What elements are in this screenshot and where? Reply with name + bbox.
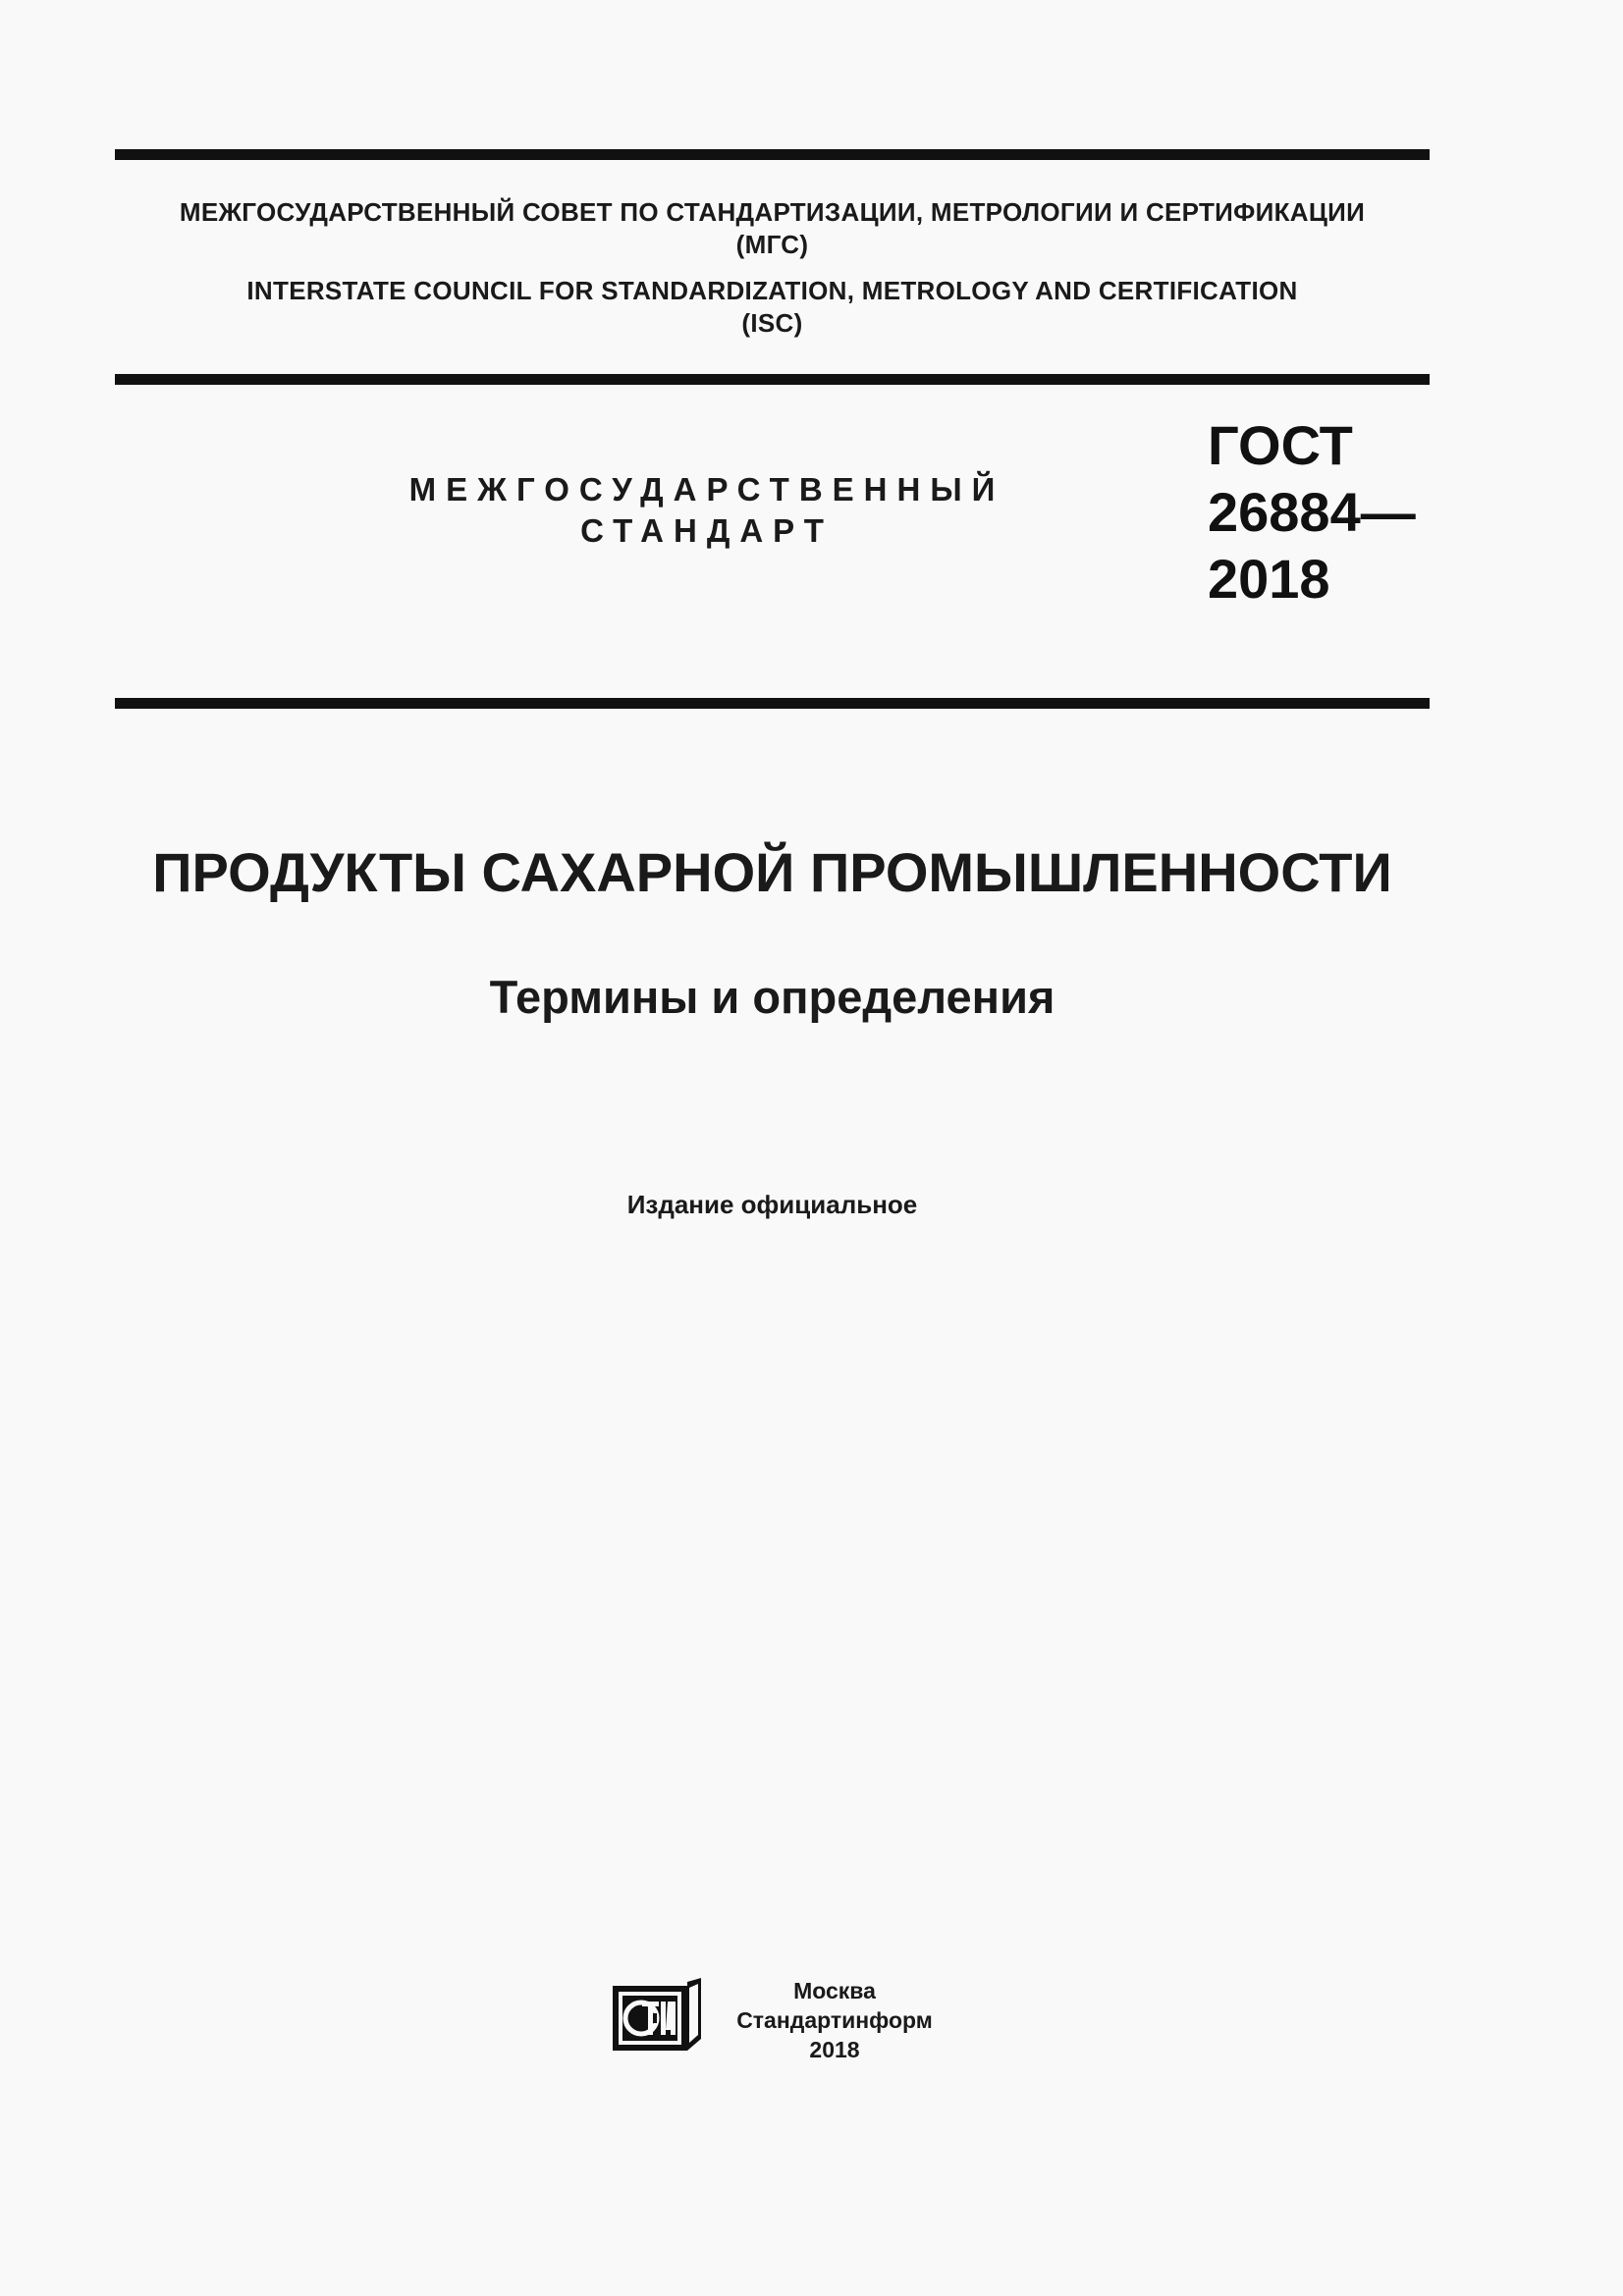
standard-type <box>334 469 1080 552</box>
publisher-city: Москва <box>793 1978 876 2003</box>
council-bottom-rule <box>115 374 1430 385</box>
document-subtitle: Термины и определения <box>489 971 1055 1023</box>
gost-designation <box>1208 412 1416 613</box>
council-block <box>115 196 1430 340</box>
designation-bottom-rule <box>115 698 1430 709</box>
top-rule <box>115 149 1430 160</box>
council-name-en: INTERSTATE COUNCIL FOR STANDARDIZATION, METROLOGY AND CERTIFICATION <box>246 276 1298 305</box>
gost-year: 2018 <box>1208 548 1330 610</box>
gost-code: ГОСТ <box>1208 414 1353 476</box>
gost-number: 26884— <box>1208 481 1416 543</box>
publisher-block <box>717 1976 952 2064</box>
document-title: ПРОДУКТЫ САХАРНОЙ ПРОМЫШЛЕННОСТИ <box>152 841 1392 903</box>
publisher-year: 2018 <box>809 2037 860 2062</box>
council-abbr-ru: (МГС) <box>735 230 809 259</box>
standard-type-line1: МЕЖГОСУДАРСТВЕННЫЙ <box>408 471 1005 507</box>
council-name-ru: МЕЖГОСУДАРСТВЕННЫЙ СОВЕТ ПО СТАНДАРТИЗАЦИИ, МЕТРОЛОГИИ И СЕРТИФИКАЦИИ <box>179 197 1366 227</box>
publisher-name: Стандартинформ <box>736 2007 933 2033</box>
council-abbr-en: (ISC) <box>741 308 803 338</box>
edition-note: Издание официальное <box>626 1190 918 1219</box>
standard-type-line2: СТАНДАРТ <box>580 512 834 549</box>
standartinform-logo-icon <box>611 1978 707 2055</box>
